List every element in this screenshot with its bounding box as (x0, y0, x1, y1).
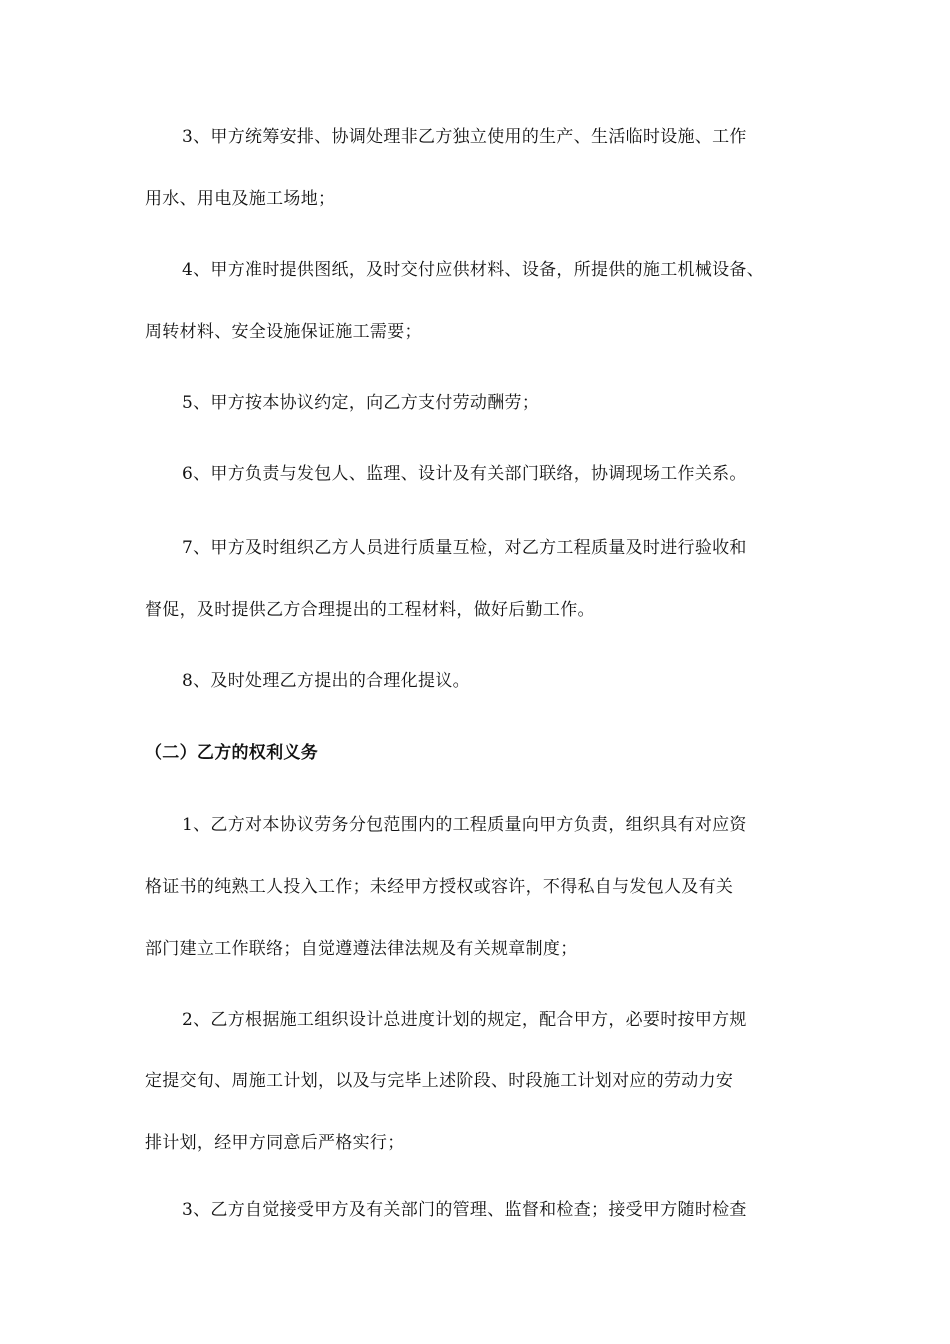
paragraph-line-9: 8、及时处理乙方提出的合理化提议。 (182, 671, 470, 691)
paragraph-line-16: 排计划，经甲方同意后严格实行； (145, 1133, 405, 1153)
paragraph-line-14: 2、乙方根据施工组织设计总进度计划的规定，配合甲方，必要时按甲方规 (182, 1010, 747, 1030)
paragraph-line-5: 5、甲方按本协议约定，向乙方支付劳动酬劳； (182, 393, 540, 413)
paragraph-line-13: 部门建立工作联络；自觉遵遵法律法规及有关规章制度； (145, 939, 578, 959)
paragraph-line-1: 3、甲方统筹安排、协调处理非乙方独立使用的生产、生活临时设施、工作 (182, 127, 747, 147)
paragraph-line-4: 周转材料、安全设施保证施工需要； (145, 322, 422, 342)
paragraph-line-3: 4、甲方准时提供图纸，及时交付应供材料、设备，所提供的施工机械设备、 (182, 260, 765, 280)
paragraph-line-7: 7、甲方及时组织乙方人员进行质量互检，对乙方工程质量及时进行验收和 (182, 538, 747, 558)
paragraph-line-8: 督促，及时提供乙方合理提出的工程材料，做好后勤工作。 (145, 600, 595, 620)
paragraph-line-6: 6、甲方负责与发包人、监理、设计及有关部门联络，协调现场工作关系。 (182, 464, 747, 484)
paragraph-line-17: 3、乙方自觉接受甲方及有关部门的管理、监督和检查；接受甲方随时检查 (182, 1200, 747, 1220)
paragraph-line-2: 用水、用电及施工场地； (145, 189, 336, 209)
section-heading: （二）乙方的权利义务 (145, 743, 318, 763)
paragraph-line-12: 格证书的纯熟工人投入工作；未经甲方授权或容许，不得私自与发包人及有关 (145, 877, 734, 897)
paragraph-line-15: 定提交旬、周施工计划，以及与完毕上述阶段、时段施工计划对应的劳动力安 (145, 1071, 734, 1091)
paragraph-line-11: 1、乙方对本协议劳务分包范围内的工程质量向甲方负责，组织具有对应资 (182, 815, 747, 835)
